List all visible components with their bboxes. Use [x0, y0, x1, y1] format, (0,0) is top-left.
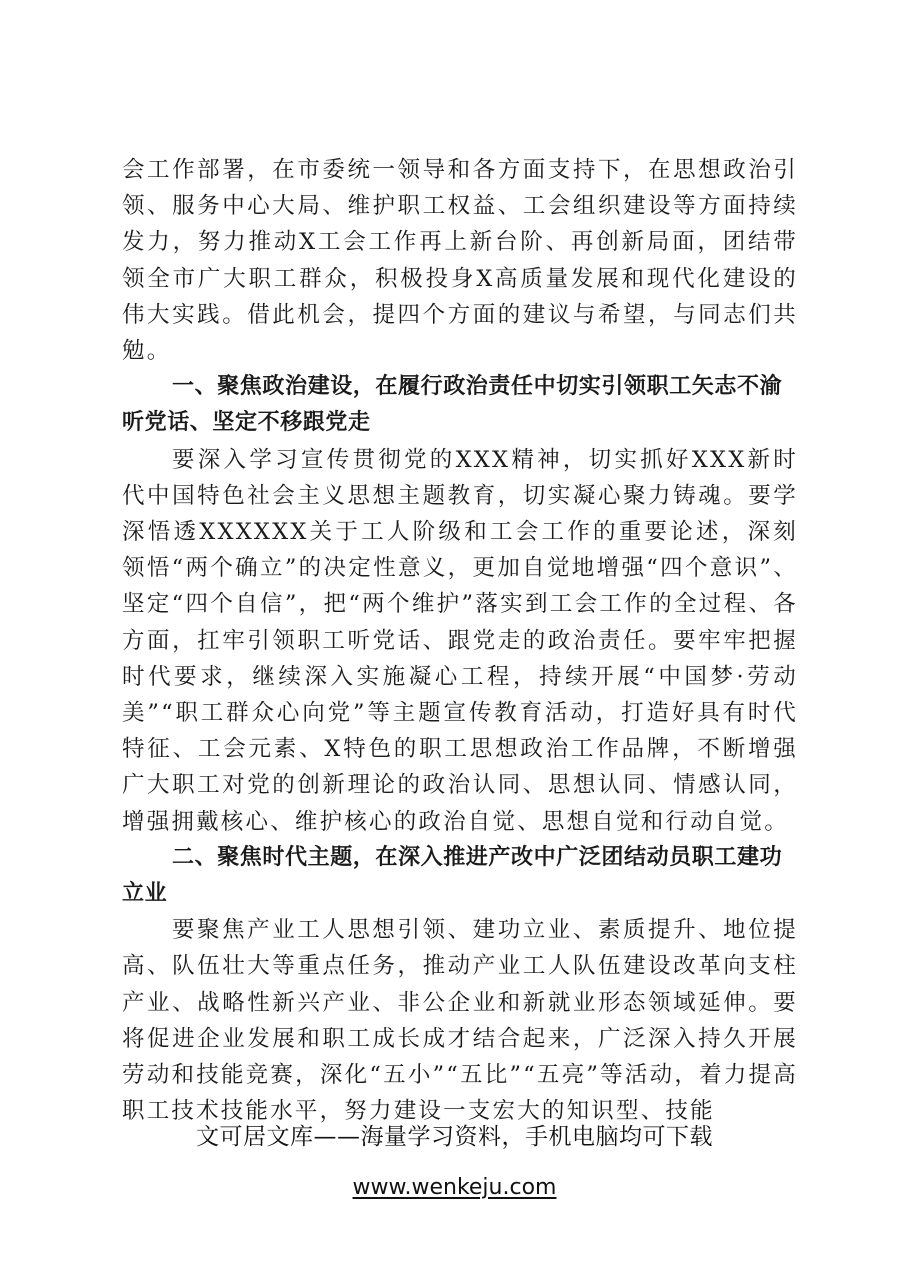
document-body [122, 152, 798, 1129]
section-heading: 二、聚焦时代主题，在深入推进产改中广泛团结动员职工建功立业 [122, 844, 783, 907]
body-paragraph: 要深入学习宣传贯彻党的XXX精神，切实抓好XXX新时代中国特色社会主义思想主题教育，切实凝心聚力铸魂。要学深悟透XXXXXX关于工人阶级和工会工作的重要论述，深刻领悟“两个确立”的决定性意义，更加自觉地增强“四个意识”、坚定“四个自信”，把“两个维护”落实到工会工作的全过程、各方面，扛牢引领职工听党话、跟党走的政治责任。要牢牢把握时代要求，继续深入实施凝心工程，持续开展“中国梦·劳动美”“职工群众心向党”等主题宣传教育活动，打造好具有时代特征、工会元素、X特色的职工思想政治工作品牌，不断增强广大职工对党的创新理论的政治认同、思想认同、情感认同，增强拥戴核心、维护核心的政治自觉、思想自觉和行动自觉。 [122, 446, 798, 835]
body-paragraph: 要聚焦产业工人思想引领、建功立业、素质提升、地位提高、队伍壮大等重点任务，推动产业工人队伍建设改革向支柱产业、战略性新兴产业、非公企业和新就业形态领域延伸。要将促进企业发展和职工成长成才结合起来，广泛深入持久开展劳动和技能竞赛，深化“五小”“五比”“五亮”等活动，着力提高职工技术技能水平，努力建设一支宏大的知识型、技能 [122, 917, 798, 1125]
footer-title: 文可居文库——海量学习资料，手机电脑均可下载 [196, 1124, 713, 1150]
footer-url-link[interactable]: www.wenkeju.com [352, 1175, 557, 1200]
body-paragraph: 会工作部署，在市委统一领导和各方面支持下，在思想政治引领、服务中心大局、维护职工权益、工会组织建设等方面持续发力，努力推动X工会工作再上新台阶、再创新局面，团结带领全市广大职工群众，积极投身X高质量发展和现代化建设的伟大实践。借此机会，提四个方面的建议与希望，与同志们共勉。 [122, 157, 798, 365]
section-heading: 一、聚焦政治建设，在履行政治责任中切实引领职工矢志不渝听党话、坚定不移跟党走 [122, 374, 783, 436]
footer-url-container [0, 1175, 909, 1200]
